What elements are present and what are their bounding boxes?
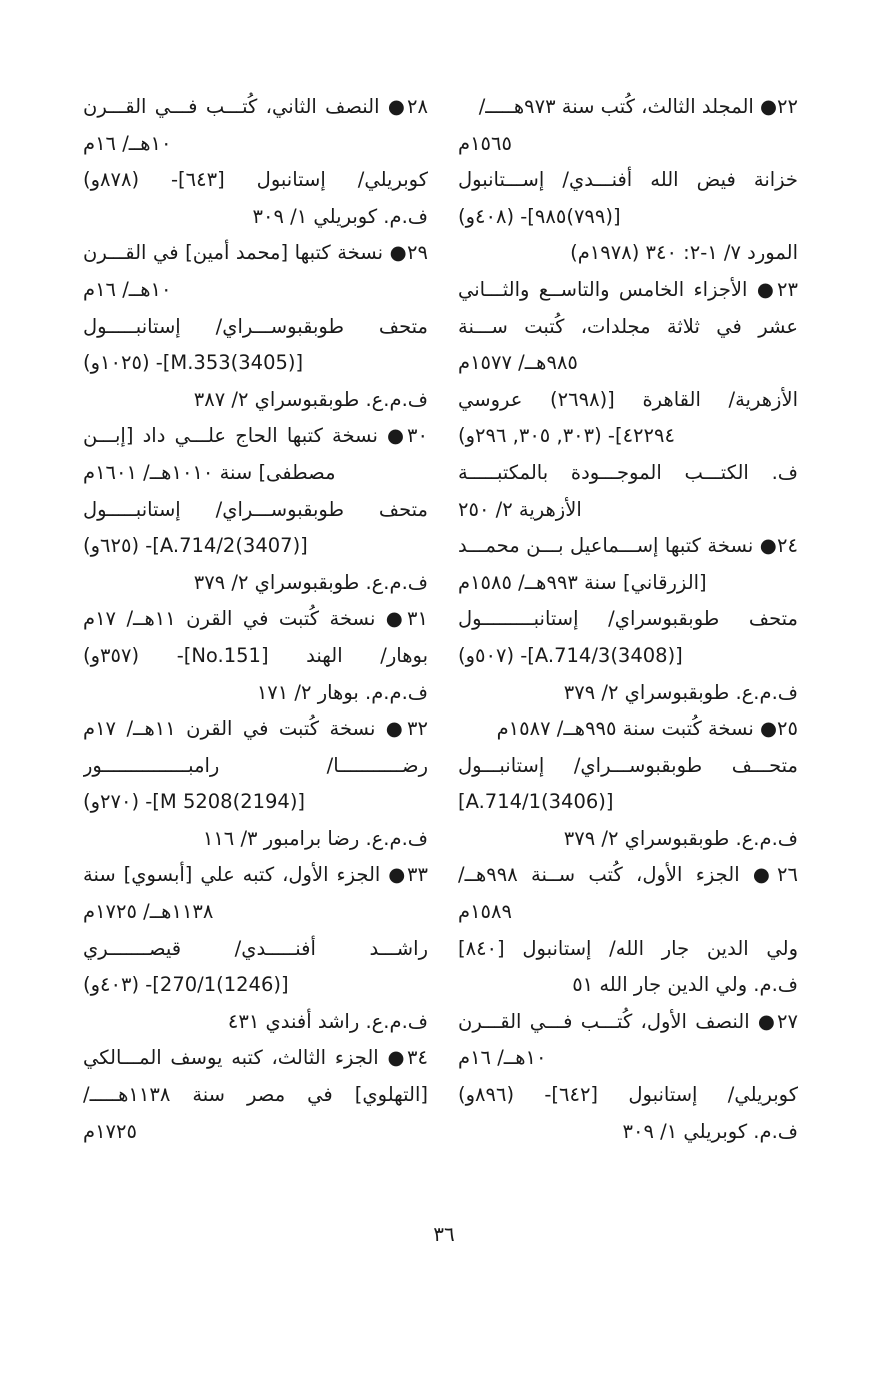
- text-line: متحف طوبقبوســـراي/ إستانبـــــول: [83, 314, 428, 338]
- text-line: ف.م.ع. طوبقبوسراي ٢/ ٣٨٧: [193, 387, 428, 411]
- right-column: [458, 89, 798, 1150]
- text-line: ٣٠● نسخة كتبها الحاج علـــي داد [إبـــن: [83, 424, 428, 448]
- text-line: ٢٥● نسخة كُتبت سنة ٩٩٥هــ/ ١٥٨٧م: [496, 717, 798, 741]
- text-line: عشر في ثلاثة مجلدات، كُتبت ســـنة: [458, 314, 798, 338]
- text-line: [(٧٩٩)٩٨٥]- (٤٠٨و): [458, 204, 621, 228]
- text-line: متحف طوبقبوســـراي/ إستانبـــــول: [83, 497, 428, 521]
- text-line: متحـــف طوبقبوســـراي/ إستانبـــول: [458, 753, 798, 777]
- text-line: ف.م. كوبريلي ١/ ٣٠٩: [252, 204, 428, 228]
- text-line: ف.م.ع. طوبقبوسراي ٢/ ٣٧٩: [563, 680, 798, 704]
- text-line: ٢٦● الجزء الأول، كُتب ســنة ٩٩٨هــ/: [458, 863, 798, 887]
- text-line: بوهار/ الهند [No.151]- (٣٥٧و): [83, 643, 428, 667]
- text-line: ٢٤● نسخة كتبها إســـماعيل بـــن محمـــد: [458, 534, 798, 558]
- text-line: [الزرقاني] سنة ٩٩٣هــ/ ١٥٨٥م: [458, 570, 707, 594]
- left-column: [83, 89, 428, 1150]
- text-line: ١٠هــ/ ١٦م: [83, 131, 172, 155]
- text-line: ف. الكتـــب الموجـــودة بالمكتبـــــة: [458, 460, 798, 484]
- text-line: [(1246)270/1]- (٤٠٣و): [83, 973, 289, 997]
- text-line: ولي الدين جار الله/ إستانبول [٨٤٠]: [458, 936, 798, 960]
- text-line: ٣١● نسخة كُتبت في القرن ١١هــ/ ١٧م: [83, 607, 428, 631]
- text-line: [(3407)A.714/2]- (٦٢٥و): [83, 534, 308, 558]
- text-line: المورد ٧/ ١-٢: ٣٤٠ (١٩٧٨م): [570, 241, 798, 265]
- text-line: الأزهرية/ القاهرة [(٢٦٩٨) عروسي: [458, 387, 798, 411]
- text-line: ٣٢● نسخة كُتبت في القرن ١١هــ/ ١٧م: [83, 717, 428, 741]
- text-line: [(3406)A.714/1]: [458, 790, 614, 814]
- text-line: [(3405)M.353]- (١٠٢٥و): [83, 351, 304, 375]
- text-line: ف.م. كوبريلي ١/ ٣٠٩: [622, 1119, 798, 1143]
- text-line: ٢٢● المجلد الثالث، كُتب سنة ٩٧٣هـــــ/: [478, 95, 798, 118]
- text-line: راشـــد أفنـــــدي/ قيصـــــــري: [83, 936, 428, 960]
- text-line: ٤٢٢٩٤]- (٣٠٣, ٣٠٥, ٢٩٦و): [458, 424, 675, 448]
- text-line: متحف طوبقبوسراي/ إستانبـــــــــول: [458, 607, 798, 631]
- text-line: ١٥٦٥م: [458, 131, 512, 155]
- text-line: ف.م. ولي الدين جار الله ٥١: [572, 973, 798, 997]
- text-line: ١١٣٨هــ/ ١٧٢٥م: [83, 900, 214, 924]
- text-line: [(2194)5208 M]- (٢٧٠و): [83, 790, 306, 814]
- text-line: ٢٣● الأجزاء الخامس والتاســع والثـــاني: [458, 277, 798, 301]
- text-line: كوبريلي/ إستانبول [٦٤٣]- (٨٧٨و): [83, 168, 428, 192]
- text-line: ف.م.ع. طوبقبوسراي ٢/ ٣٧٩: [193, 570, 428, 594]
- text-line: رضـــــــــــا/ رامبـــــــــــــــور: [83, 753, 428, 777]
- page-number: ٣٦: [433, 1222, 455, 1246]
- text-line: ٢٩● نسخة كتبها [محمد أمين] في القـــرن: [83, 241, 428, 265]
- text-line: ف.م.م. بوهار ٢/ ١٧١: [256, 680, 428, 704]
- text-line: ١٠هــ/ ١٦م: [83, 277, 172, 301]
- text-line: ٩٨٥هــ/ ١٥٧٧م: [458, 351, 578, 375]
- text-line: خزانة فيض الله أفنـــدي/ إســـتانبول: [458, 168, 798, 192]
- text-line: ٣٤● الجزء الثالث، كتبه يوسف المـــالكي: [83, 1046, 428, 1070]
- text-line: ف.م.ع. طوبقبوسراي ٢/ ٣٧٩: [563, 826, 798, 850]
- text-line: ٢٧● النصف الأول، كُتـــب فـــي القـــرن: [458, 1009, 798, 1033]
- text-line: ٢٨● النصف الثاني، كُتـــب فـــي القـــرن: [83, 95, 428, 118]
- text-line: ١٠هــ/ ١٦م: [458, 1046, 547, 1070]
- text-line: [(3408)A.714/3]- (٥٠٧و): [458, 643, 683, 667]
- text-line: ١٥٨٩م: [458, 900, 512, 924]
- text-line: الأزهرية ٢/ ٢٥٠: [458, 497, 582, 521]
- text-line: [التهلوي] في مصر سنة ١١٣٨هـــــ/: [83, 1083, 428, 1107]
- text-line: ٣٣● الجزء الأول، كتبه علي [أبسوي] سنة: [83, 863, 428, 887]
- text-line: مصطفى] سنة ١٠١٠هــ/ ١٦٠١م: [83, 460, 336, 484]
- text-line: ١٧٢٥م: [83, 1119, 137, 1143]
- text-line: ف.م.ع. راشد أفندي ٤٣١: [227, 1009, 428, 1033]
- text-line: كوبريلي/ إستانبول [٦٤٢]- (٨٩٦و): [458, 1083, 798, 1107]
- text-line: ف.م.ع. رضا برامبور ٣/ ١١٦: [202, 826, 428, 850]
